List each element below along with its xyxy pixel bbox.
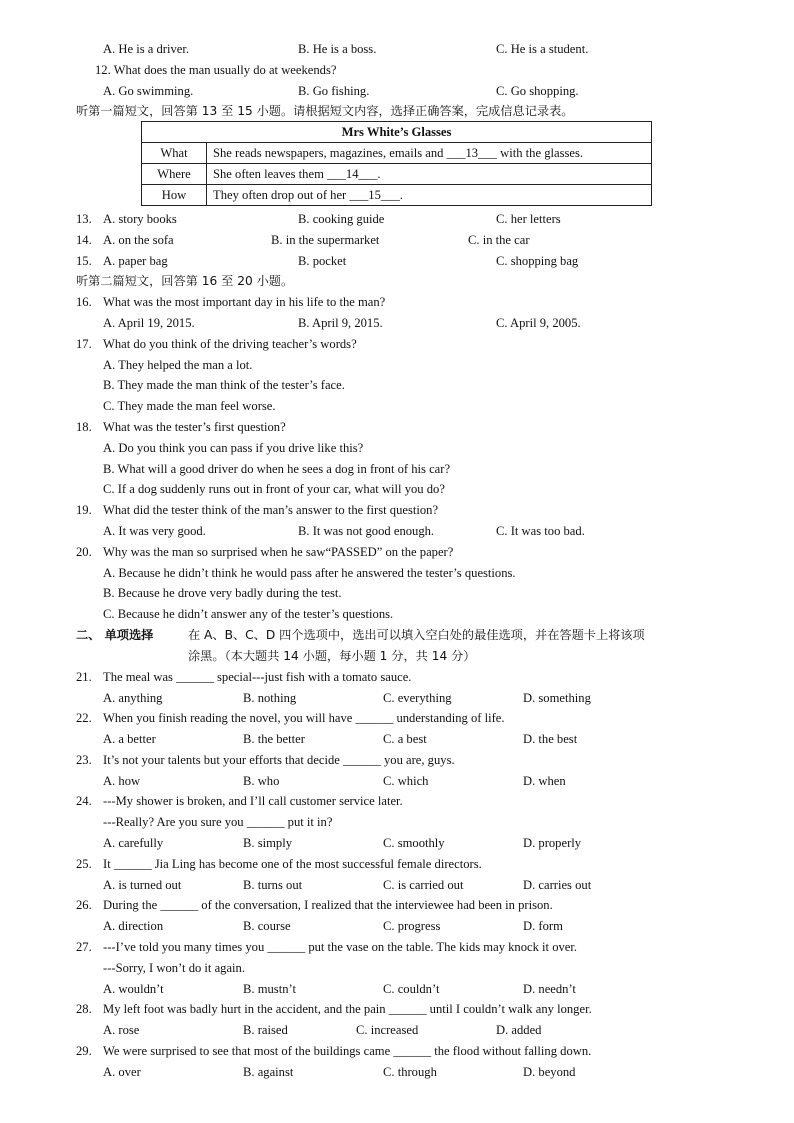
table-title: Mrs White’s Glasses [142,122,652,143]
q26-option-b: B. course [243,919,291,933]
q16-number: 16. [76,295,92,309]
q27-option-c: C. couldn’t [383,982,440,996]
q24-number: 24. [76,794,92,808]
q14-option-c: C. in the car [468,233,530,247]
q12-option-b: B. Go fishing. [298,84,370,98]
q29-option-d: D. beyond [523,1065,576,1079]
q22-option-d: D. the best [523,732,578,746]
q19-number: 19. [76,503,92,517]
q16-option-b: B. April 9, 2015. [298,316,383,330]
q15-option-a: A. paper bag [103,254,168,268]
q19-option-a: A. It was very good. [103,524,206,538]
q19-option-b: B. It was not good enough. [298,524,435,538]
q11-option-c: C. He is a student. [496,42,589,56]
q27-dialog-line2: ---Sorry, I won’t do it again. [103,961,245,975]
row-text: They often drop out of her ___15___. [207,185,652,206]
q29-option-c: C. through [383,1065,437,1079]
q16-option-a: A. April 19, 2015. [103,316,195,330]
q13-number: 13. [76,212,92,226]
q27-dialog-line1: ---I’ve told you many times you ______ put the vase on the table. The kids may knock it over. [103,940,578,954]
q28-option-c: C. increased [356,1023,419,1037]
q21-option-d: D. something [523,691,591,705]
q29-question: We were surprised to see that most of the buildings came ______ the flood without falling down. [103,1044,592,1058]
q18-option-c: C. If a dog suddenly runs out in front of your car, what will you do? [103,482,445,496]
q22-number: 22. [76,711,92,725]
q26-number: 26. [76,898,92,912]
row-label: How [142,185,207,206]
q13-option-c: C. her letters [496,212,561,226]
q12-question: 12. What does the man usually do at weekends? [95,63,337,77]
q22-option-c: C. a best [383,732,427,746]
q29-number: 29. [76,1044,92,1058]
q24-option-c: C. smoothly [383,836,445,850]
q20-number: 20. [76,545,92,559]
q27-option-b: B. mustn’t [243,982,296,996]
q26-option-a: A. direction [103,919,164,933]
q15-number: 15. [76,254,92,268]
q22-question: When you finish reading the novel, you will have ______ understanding of life. [103,711,505,725]
q27-option-d: D. needn’t [523,982,576,996]
q25-option-d: D. carries out [523,878,592,892]
section2-instruction-line1: 在 A、B、C、D 四个选项中，选出可以填入空白处的最佳选项，并在答题卡上将该项 [188,628,645,642]
q17-option-a: A. They helped the man a lot. [103,358,253,372]
q15-option-c: C. shopping bag [496,254,579,268]
q20-option-b: B. Because he drove very badly during the test. [103,586,342,600]
section2-title: 二、 单项选择 [76,628,154,642]
q23-option-a: A. how [103,774,141,788]
q11-option-b: B. He is a boss. [298,42,377,56]
q29-option-a: A. over [103,1065,141,1079]
q12-option-a: A. Go swimming. [103,84,194,98]
q24-dialog-line2: ---Really? Are you sure you ______ put it in? [103,815,333,829]
passage1-instruction: 听第一篇短文，回答第 13 至 15 小题。请根据短文内容，选择正确答案，完成信息记录表。 [76,104,574,118]
q13-option-b: B. cooking guide [298,212,385,226]
q11-option-a: A. He is a driver. [103,42,190,56]
q24-option-a: A. carefully [103,836,164,850]
q23-option-c: C. which [383,774,429,788]
q25-option-c: C. is carried out [383,878,464,892]
q24-option-d: D. properly [523,836,582,850]
q14-number: 14. [76,233,92,247]
q19-option-c: C. It was too bad. [496,524,585,538]
q24-option-b: B. simply [243,836,292,850]
q28-option-b: B. raised [243,1023,288,1037]
q20-option-a: A. Because he didn’t think he would pass after he answered the tester’s questions. [103,566,516,580]
q18-number: 18. [76,420,92,434]
q17-number: 17. [76,337,92,351]
table-row [142,164,652,185]
q29-option-b: B. against [243,1065,294,1079]
q23-option-b: B. who [243,774,280,788]
row-label: Where [142,164,207,185]
q27-number: 27. [76,940,92,954]
q22-option-a: A. a better [103,732,156,746]
q18-option-b: B. What will a good driver do when he sees a dog in front of his car? [103,462,451,476]
q15-option-b: B. pocket [298,254,347,268]
q14-option-a: A. on the sofa [103,233,174,247]
q17-option-c: C. They made the man feel worse. [103,399,276,413]
q26-option-d: D. form [523,919,563,933]
q16-option-c: C. April 9, 2005. [496,316,581,330]
q26-question: During the ______ of the conversation, I realized that the interviewee had been in prison. [103,898,553,912]
row-text: She reads newspapers, magazines, emails and ___13___ with the glasses. [207,143,652,164]
q26-option-c: C. progress [383,919,441,933]
q22-option-b: B. the better [243,732,305,746]
q14-option-b: B. in the supermarket [271,233,380,247]
q21-option-c: C. everything [383,691,452,705]
q21-option-b: B. nothing [243,691,297,705]
q28-option-d: D. added [496,1023,542,1037]
q16-question: What was the most important day in his life to the man? [103,295,386,309]
q21-question: The meal was ______ special---just fish with a tomato sauce. [103,670,412,684]
passage2-instruction: 听第二篇短文，回答第 16 至 20 小题。 [76,274,294,288]
q20-question: Why was the man so surprised when he saw“PASSED” on the paper? [103,545,454,559]
q17-option-b: B. They made the man think of the tester’s face. [103,378,345,392]
q28-option-a: A. rose [103,1023,140,1037]
q18-question: What was the tester’s first question? [103,420,286,434]
q25-number: 25. [76,857,92,871]
q24-dialog-line1: ---My shower is broken, and I’ll call customer service later. [103,794,403,808]
table-row [142,122,652,143]
q12-option-c: C. Go shopping. [496,84,579,98]
table-row [142,143,652,164]
q19-question: What did the tester think of the man’s answer to the first question? [103,503,439,517]
row-label: What [142,143,207,164]
q23-question: It’s not your talents but your efforts that decide ______ you are, guys. [103,753,455,767]
section2-instruction-line2: 涂黑。（本大题共 14 小题，每小题 1 分，共 14 分） [188,649,476,663]
q18-option-a: A. Do you think you can pass if you drive like this? [103,441,364,455]
q25-option-a: A. is turned out [103,878,182,892]
q21-number: 21. [76,670,92,684]
q25-option-b: B. turns out [243,878,303,892]
q17-question: What do you think of the driving teacher’s words? [103,337,357,351]
q21-option-a: A. anything [103,691,163,705]
q23-number: 23. [76,753,92,767]
table-row [142,185,652,206]
info-record-table [141,121,652,206]
q28-question: My left foot was badly hurt in the accident, and the pain ______ until I couldn’t walk any longer. [103,1002,592,1016]
q25-question: It ______ Jia Ling has become one of the most successful female directors. [103,857,482,871]
row-text: She often leaves them ___14___. [207,164,652,185]
q13-option-a: A. story books [103,212,177,226]
q28-number: 28. [76,1002,92,1016]
q23-option-d: D. when [523,774,566,788]
q27-option-a: A. wouldn’t [103,982,164,996]
q20-option-c: C. Because he didn’t answer any of the tester’s questions. [103,607,394,621]
